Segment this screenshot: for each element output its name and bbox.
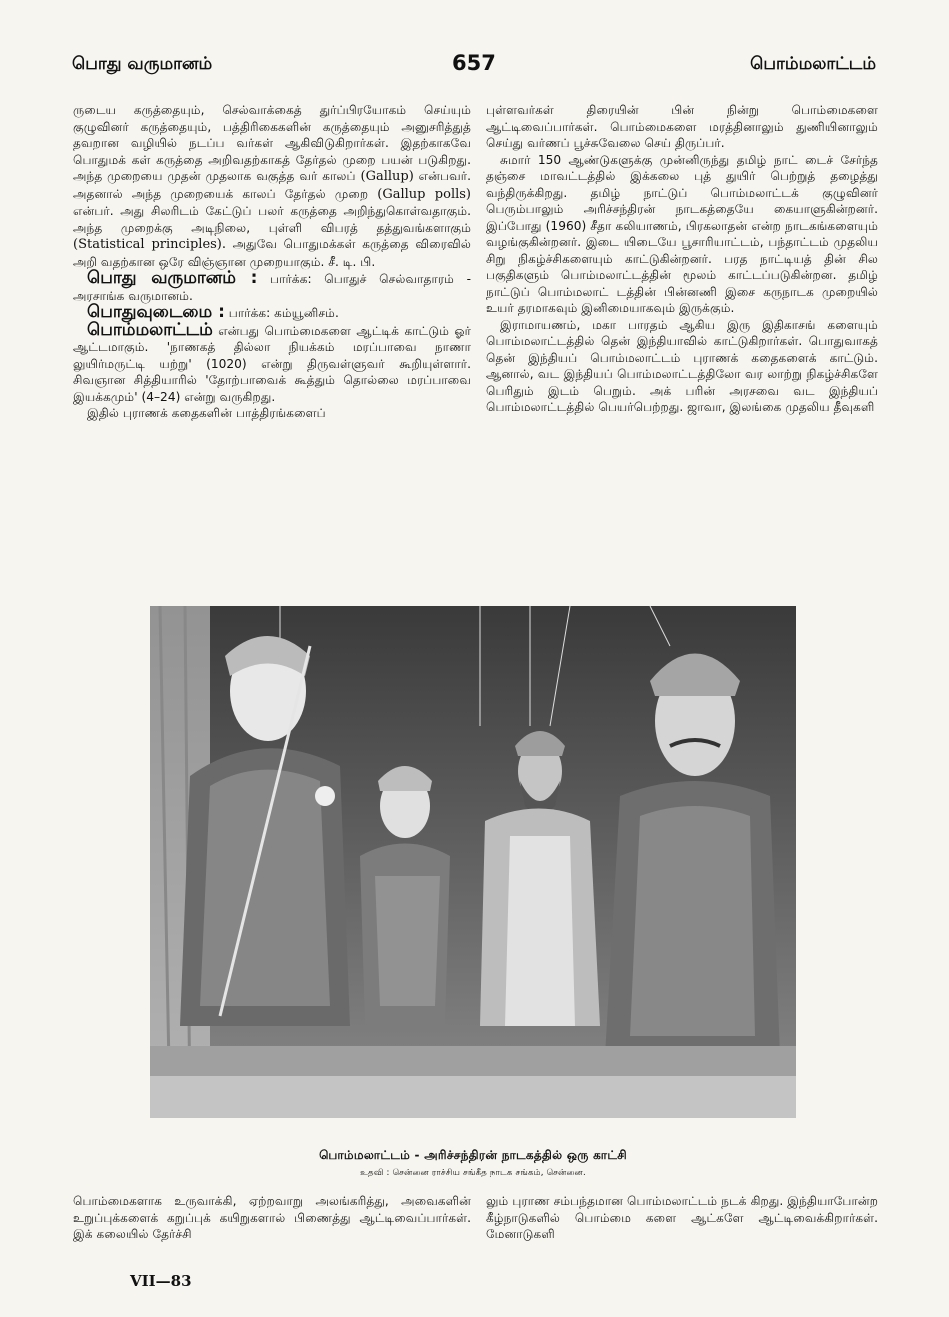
paragraph-3: இராமாயணம், மகா பாரதம் ஆகிய இரு இதிகாசங் களையும் பொம்மலாட்டத்தில் தென் இந்தியாவில் காட்டுகிறார்கள். பொதுவாகத் தென் இந்தியப் பொம்மலாட்டம் புராணக் கதைகளைக் காட்டும். ஆனால், வட இந்தியப் பொம்மலாட்டத்திலோ வர லாற்று நிகழ்ச்சிகளே பெரிதும் இடம் பெறும். அக் பரின் அரசவை வட இந்தியப் பொம்மலாட்டத்தில் பெயர்பெற்றது. ஜாவா, இலங்கை முதலிய தீவுகளி [486, 317, 878, 414]
caption-title: பொம்மலாட்டம் - அரிச்சந்திரன் நாடகத்தில் ஒரு காட்சி [319, 1148, 627, 1162]
left-column [73, 102, 471, 422]
paragraph-last: இதில் புராணக் கதைகளின் பாத்திரங்களைப் [87, 406, 326, 420]
page-header [72, 51, 876, 84]
bottom-left-column [73, 1193, 471, 1243]
paragraph-2: சுமார் 150 ஆண்டுகளுக்கு முன்னிருந்து தமிழ் நாட் டைச் சேர்ந்த தஞ்சை மாவட்டத்தில் இக்கலை புத் துயிர் பெற்றுத் தழைத்து வந்திருக்கிறது. தமிழ் நாட்டுப் பொம்மலாட்டக் குழுவினர் பெரும்பாலும் அரிச்சந்திரன் நாடகத்தையே கையாளுகின்றனர். இப்போது (1960) சீதா கலியாணம், பிரகலாதன் என்ற நாடகங்களையும் வழங்குகின்றனர். இடை யிடையே பூசாரியாட்டம், பந்தாட்டம் முதலிய சிறு நிகழ்ச்சிகளையும் காட்டுகின்றனர். பரத நாட்டியத் தின் சில பகுதிகளும் பொம்மலாட்டத்தின் மூலம் காட்டப்படுகின்றன. தமிழ் நாட்டுப் பொம்மலாட் டத்தின் பின்னணி இசை கருநாடக முறையில் உயர் தரமாகவும் இனிமையாகவும் இருக்கும். [486, 152, 878, 315]
bottom-right-column [486, 1193, 878, 1243]
entry-podhuvudaimai: பொதுவுடைமை : பார்க்க: கம்யூனிசம். [87, 302, 339, 322]
paragraph-gallup: ருடைய கருத்தையும், செல்வாக்கைத் துர்ப்பிரயோகம் செய்யும் குழுவினர் கருத்தையும், பத்திரிகைகளின் கருத்தையும் அனுசரித்துத் தவறான வழியில் நடப்ப வர்கள் ஆகிவிடுகிறார்கள். இதற்காகவே பொதுமக் கள் கருத்தை அறிவதற்காகத் தேர்தல் முறை பயன் படுகிறது. அந்த முறையை முதன் முதலாக வகுத்த வர் காலப் (Gallup) என்பவர். அதனால் அந்த முறையைக் காலப் தேர்தல் முறை (Gallup polls) என்பர். அது சிலரிடம் கேட்டுப் பலர் கருத்தை அறிந்துகொள்வதாகும். அந்த முறைக்கு அடிநிலை, புள்ளி விபரத் தத்துவங்களாகும் (Statistical principles). அதுவே பொதுமக்கள் கருத்தை விரைவில் அறி வதற்கான ஒரே விஞ்ஞான முறையாகும். சீ. டி. பி. [73, 103, 471, 269]
entry-heading: பொம்மலாட்டம் [87, 319, 213, 340]
running-head-left: பொது வருமானம் [72, 54, 213, 74]
page-number: 657 [452, 51, 496, 75]
figure-caption [150, 1148, 796, 1179]
paragraph-bottom-left: பொம்மைகளாக உருவாக்கி, ஏற்றவாறு அலங்கரித்து, அவைகளின் உறுப்புக்களைக் கறுப்புக் கயிறுகளால் பிணைத்து ஆட்டிவைப்பார்கள். இக் கலையில் தேர்ச்சி [73, 1194, 471, 1241]
caption-credit: உதவி : சென்னை ராச்சிய சங்கீத நாடக சங்கம், சென்னை. [360, 1168, 586, 1178]
running-head-right: பொம்மலாட்டம் [750, 54, 876, 74]
entry-podhu-varumanam: பொது வருமானம் : பார்க்க: பொதுச் செல்வாதாரம் - அரசாங்க வருமானம். [73, 268, 471, 303]
right-column [486, 102, 878, 416]
puppet-scene-image [150, 606, 796, 1118]
paragraph-bottom-right: லும் புராண சம்பந்தமான பொம்மலாட்டம் நடக் கிறது. இந்தியாபோன்ற கீழ்நாடுகளில் பொம்மை களை ஆட்களே ஆட்டிவைக்கிறார்கள். மேனாடுகளி [486, 1194, 878, 1241]
entry-bommalattam: பொம்மலாட்டம் என்பது பொம்மைகளை ஆட்டிக் காட்டும் ஓர் ஆட்டமாகும். 'நாணகத் தில்லா நியக்கம் மரப்பாவை நாணா லுயிர்மருட்டி யற்று' (1020) என்று திருவள்ளுவர் கூறியுள்ளார். சிவஞான சித்தியாரில் 'தோற்பாவைக் கூத்தும் தொல்லை மரப்பாவை இயக்கமும்' (4–24) என்று வருகிறது. [73, 319, 471, 404]
puppet-photograph [150, 606, 796, 1118]
entry-heading: பொது வருமானம் : [87, 268, 258, 288]
volume-signature: VII—83 [130, 1272, 192, 1290]
paragraph-1: புள்ளவர்கள் திரையின் பின் நின்று பொம்மைகளை ஆட்டிவைப்பார்கள். பொம்மைகளை மரத்தினாலும் துணியினாலும் செய்து வர்ணப் பூச்சுவேலை செய் திருப்பர். [486, 103, 878, 150]
entry-heading: பொதுவுடைமை : [87, 302, 225, 322]
